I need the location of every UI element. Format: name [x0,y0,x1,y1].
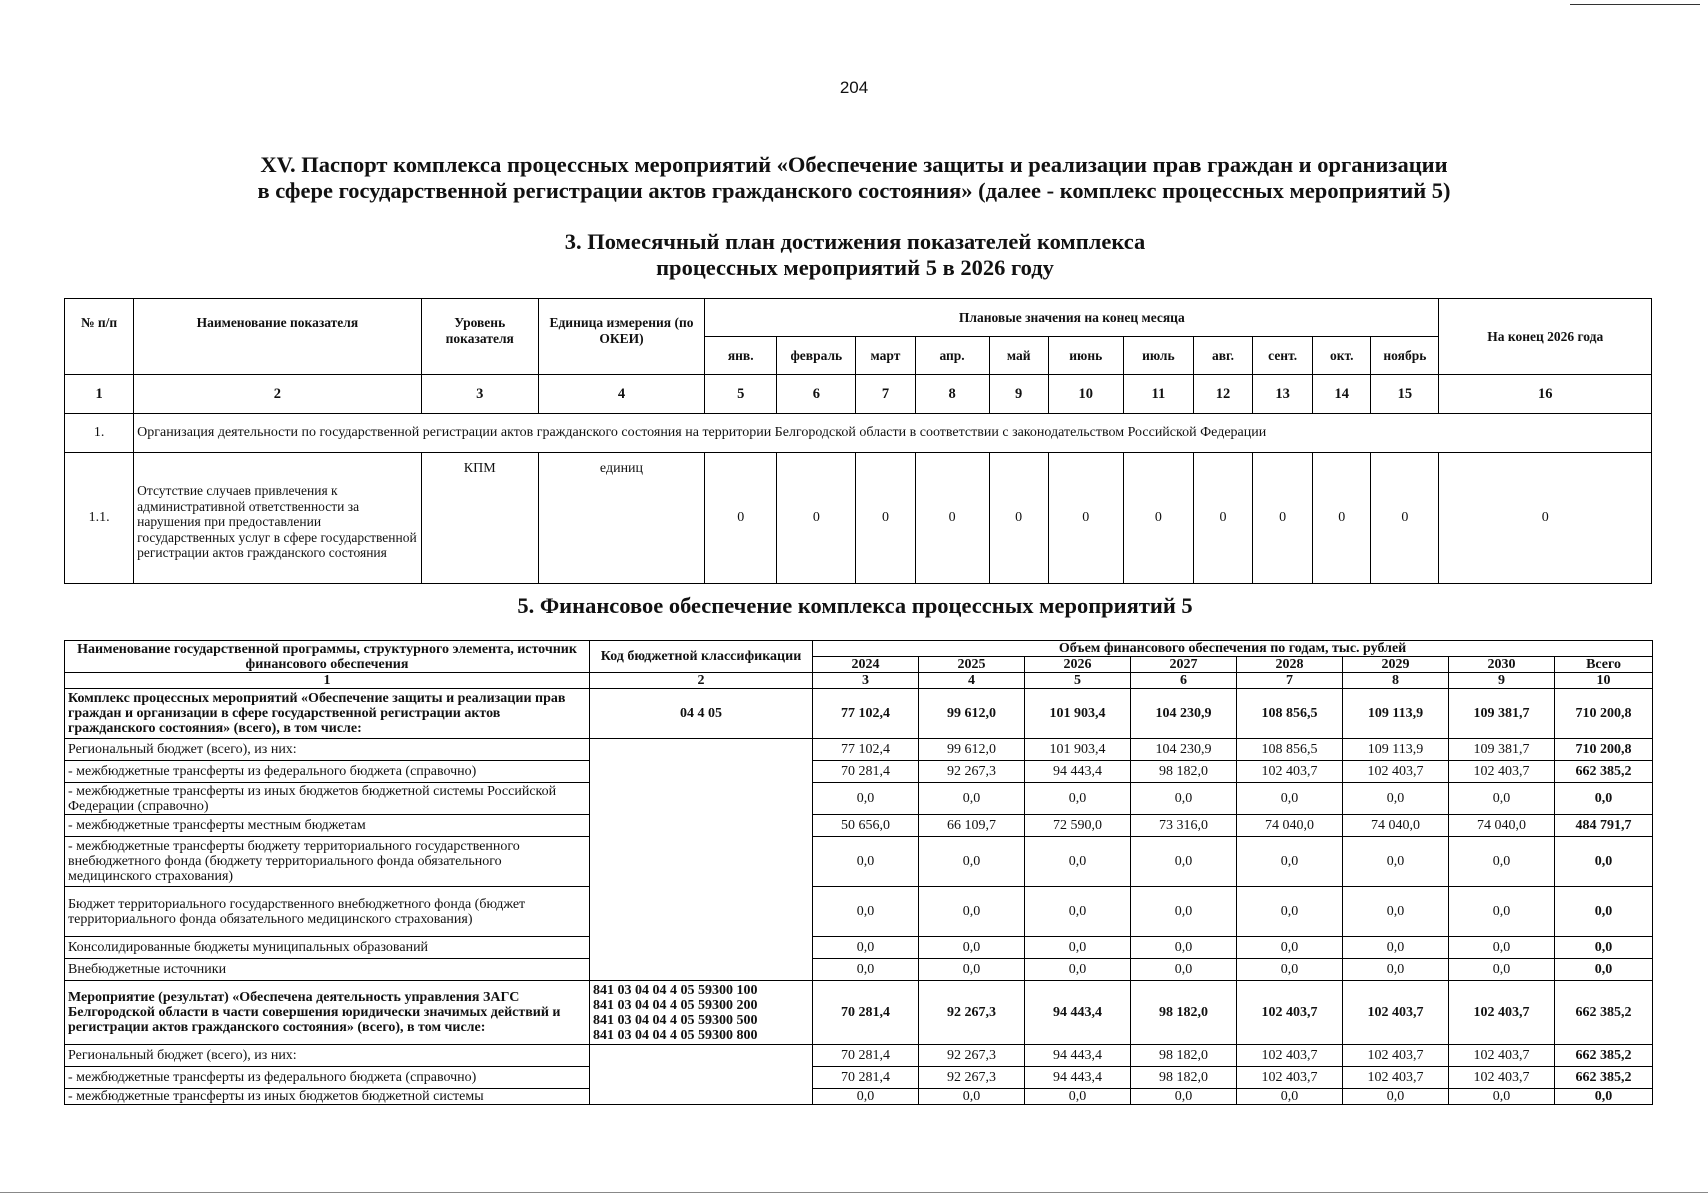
financing-row [65,837,1653,887]
budget-code-empty [590,1045,813,1105]
scan-edge-line [1570,4,1700,5]
financing-value: 77 102,4 [813,739,919,761]
header-month: авг. [1193,337,1252,375]
financing-value: 101 903,4 [1025,739,1131,761]
financing-value: 0,0 [919,959,1025,981]
budget-code: 04 4 05 [590,689,813,739]
column-number-row [65,375,1652,414]
indicator-number: 1.1. [65,453,134,584]
financing-value: 94 443,4 [1025,1067,1131,1089]
financing-value: 0,0 [919,887,1025,937]
section-3-heading [400,229,1310,281]
financing-value: 102 403,7 [1343,981,1449,1045]
financing-row-name: Комплекс процессных мероприятий «Обеспечение защиты и реализации прав граждан и организации в сфере государственной регистрации актов гражданского состояния» (всего), в том числе: [65,689,590,739]
fin-column-number: 1 [65,673,590,689]
header-month: ноябрь [1371,337,1439,375]
financing-row-name: - межбюджетные трансферты из иных бюджетов бюджетной системы [65,1089,590,1105]
column-number: 7 [856,375,915,414]
financing-total: 0,0 [1555,1089,1653,1105]
financing-value: 0,0 [1131,837,1237,887]
header-level: Уровень показателя [421,299,538,375]
financing-value: 108 856,5 [1237,739,1343,761]
financing-value: 0,0 [813,937,919,959]
section-row-text: Организация деятельности по государственной регистрации актов гражданского состояния на территории Белгородской области в соответствии с законодательством Российской Федерации [134,414,1652,453]
financing-value: 0,0 [1449,887,1555,937]
financing-value: 0,0 [1449,959,1555,981]
financing-value: 102 403,7 [1449,1067,1555,1089]
financing-row [65,783,1653,815]
section-row-number: 1. [65,414,134,453]
column-number: 15 [1371,375,1439,414]
year-end-value: 0 [1439,453,1652,584]
financing-value: 0,0 [1131,783,1237,815]
column-number: 16 [1439,375,1652,414]
financing-value: 109 381,7 [1449,739,1555,761]
financing-total: 0,0 [1555,837,1653,887]
financing-value: 102 403,7 [1343,1067,1449,1089]
column-number: 12 [1193,375,1252,414]
financing-value: 0,0 [813,887,919,937]
financing-value: 109 381,7 [1449,689,1555,739]
financing-total: 662 385,2 [1555,1045,1653,1067]
column-number: 2 [134,375,422,414]
financing-value: 0,0 [813,1089,919,1105]
header-month: февраль [777,337,856,375]
column-number: 9 [989,375,1048,414]
header-month: май [989,337,1048,375]
financing-total: 0,0 [1555,783,1653,815]
financing-value: 94 443,4 [1025,1045,1131,1067]
financing-value: 0,0 [813,837,919,887]
fin-header-volume: Объем финансового обеспечения по годам, тыс. рублей [813,641,1653,657]
financing-value: 0,0 [1131,959,1237,981]
financing-value: 0,0 [1343,783,1449,815]
indicator-level: КПМ [421,453,538,584]
financing-total: 662 385,2 [1555,761,1653,783]
financing-value: 0,0 [1449,837,1555,887]
document-title [80,152,1628,204]
financing-row [65,739,1653,761]
section-3-heading-line-1: 3. Помесячный план достижения показателей комплекса [564,229,1146,254]
financing-value: 102 403,7 [1237,1045,1343,1067]
financing-value: 0,0 [1343,1089,1449,1105]
financing-value: 98 182,0 [1131,1067,1237,1089]
financing-value: 0,0 [1449,1089,1555,1105]
financing-value: 101 903,4 [1025,689,1131,739]
fin-header-year: 2024 [813,657,919,673]
fin-header-code: Код бюджетной классификации [590,641,813,673]
financing-row [65,815,1653,837]
fin-column-number: 6 [1131,673,1237,689]
financing-value: 0,0 [813,959,919,981]
financing-value: 0,0 [1449,937,1555,959]
financing-value: 104 230,9 [1131,739,1237,761]
fin-column-number: 5 [1025,673,1131,689]
financing-value: 94 443,4 [1025,981,1131,1045]
fin-column-number: 8 [1343,673,1449,689]
fin-header-year: 2027 [1131,657,1237,673]
financing-value: 0,0 [1025,1089,1131,1105]
financing-row-name: Региональный бюджет (всего), из них: [65,1045,590,1067]
section-3-heading-line-2: процессных мероприятий 5 в 2026 году [656,255,1054,280]
financing-value: 0,0 [1237,937,1343,959]
financing-value: 94 443,4 [1025,761,1131,783]
fin-header-year: 2025 [919,657,1025,673]
page-number: 204 [839,78,869,97]
financing-value: 98 182,0 [1131,1045,1237,1067]
budget-code-line: 841 03 04 04 4 05 59300 800 [593,1027,758,1043]
financing-row [65,981,1653,1045]
fin-header-year: 2028 [1237,657,1343,673]
column-number: 10 [1048,375,1123,414]
financing-value: 108 856,5 [1237,689,1343,739]
column-number: 1 [65,375,134,414]
financing-value: 92 267,3 [919,761,1025,783]
financing-value: 92 267,3 [919,981,1025,1045]
column-number: 4 [538,375,704,414]
financing-value: 0,0 [1131,1089,1237,1105]
title-line-1: XV. Паспорт комплекса процессных мероприятий «Обеспечение защиты и реализации прав граждан и организации [260,152,1448,177]
financing-value: 74 040,0 [1343,815,1449,837]
header-month: март [856,337,915,375]
fin-column-number: 4 [919,673,1025,689]
section-row [65,414,1652,453]
financing-row-name: Бюджет территориального государственного внебюджетного фонда (бюджет территориального фонда обязательного медицинского страхования) [65,887,590,937]
fin-header-year: 2026 [1025,657,1131,673]
financing-value: 0,0 [813,783,919,815]
monthly-value: 0 [1193,453,1252,584]
financing-value: 66 109,7 [919,815,1025,837]
financing-value: 0,0 [1025,783,1131,815]
financing-row-name: - межбюджетные трансферты местным бюджетам [65,815,590,837]
financing-value: 77 102,4 [813,689,919,739]
financing-value: 99 612,0 [919,689,1025,739]
financing-total: 710 200,8 [1555,739,1653,761]
header-year-end: На конец 2026 года [1439,299,1652,375]
financing-value: 0,0 [1237,959,1343,981]
financing-row-name: - межбюджетные трансферты из иных бюджетов бюджетной системы Российской Федерации (справочно) [65,783,590,815]
column-number: 13 [1253,375,1313,414]
budget-code-line: 841 03 04 04 4 05 59300 100 [593,982,758,998]
financing-value: 72 590,0 [1025,815,1131,837]
monthly-value: 0 [1313,453,1371,584]
financing-value: 0,0 [1343,937,1449,959]
financing-value: 109 113,9 [1343,689,1449,739]
budget-code-empty [590,739,813,981]
header-month: окт. [1313,337,1371,375]
financing-value: 0,0 [919,937,1025,959]
header-num: № п/п [65,299,134,375]
monthly-value: 0 [1371,453,1439,584]
budget-code-line: 841 03 04 04 4 05 59300 200 [593,997,758,1013]
column-number: 14 [1313,375,1371,414]
financing-value: 0,0 [1343,959,1449,981]
monthly-value: 0 [989,453,1048,584]
column-number: 8 [915,375,989,414]
financing-value: 0,0 [1025,959,1131,981]
header-month: сент. [1253,337,1313,375]
financing-value: 0,0 [1237,837,1343,887]
header-month: янв. [705,337,777,375]
financing-row-name: Мероприятие (результат) «Обеспечена деятельность управления ЗАГС Белгородской области в части совершения юридически значимых действий и регистрации актов гражданского состояния» (всего), в том числе: [65,981,590,1045]
financing-value: 102 403,7 [1449,761,1555,783]
fin-column-number: 3 [813,673,919,689]
financing-value: 0,0 [1343,887,1449,937]
financing-row [65,937,1653,959]
financing-value: 70 281,4 [813,1045,919,1067]
budget-code-line: 841 03 04 04 4 05 59300 500 [593,1012,758,1028]
fin-header-year: 2029 [1343,657,1449,673]
financing-value: 0,0 [1131,887,1237,937]
financing-value: 0,0 [1025,937,1131,959]
financing-value: 70 281,4 [813,981,919,1045]
column-number: 6 [777,375,856,414]
financing-value: 0,0 [1025,837,1131,887]
financing-value: 74 040,0 [1237,815,1343,837]
fin-column-number: 2 [590,673,813,689]
financing-value: 0,0 [919,837,1025,887]
financing-row-name: Региональный бюджет (всего), из них: [65,739,590,761]
financing-value: 102 403,7 [1237,981,1343,1045]
financing-total: 0,0 [1555,887,1653,937]
financing-value: 102 403,7 [1449,981,1555,1045]
financing-row-name: - межбюджетные трансферты из федерального бюджета (справочно) [65,761,590,783]
financing-value: 102 403,7 [1449,1045,1555,1067]
financing-row [65,1067,1653,1089]
budget-code [590,981,813,1045]
financing-value: 98 182,0 [1131,761,1237,783]
column-number: 11 [1123,375,1193,414]
title-line-2: в сфере государственной регистрации актов гражданского состояния» (далее - комплекс процессных мероприятий 5) [257,178,1451,203]
header-planned-values: Плановые значения на конец месяца [705,299,1439,337]
monthly-value: 0 [1048,453,1123,584]
financing-value: 0,0 [1025,887,1131,937]
fin-header-year: 2030 [1449,657,1555,673]
fin-header-name: Наименование государственной программы, структурного элемента, источник финансового обеспечения [65,641,590,673]
fin-column-number: 7 [1237,673,1343,689]
financing-total: 0,0 [1555,959,1653,981]
fin-column-number: 9 [1449,673,1555,689]
financing-row-name: Консолидированные бюджеты муниципальных образований [65,937,590,959]
monthly-value: 0 [1253,453,1313,584]
fin-column-number: 10 [1555,673,1653,689]
financing-row [65,689,1653,739]
financing-row-name: - межбюджетные трансферты из федерального бюджета (справочно) [65,1067,590,1089]
financing-value: 104 230,9 [1131,689,1237,739]
column-number: 3 [421,375,538,414]
financing-row-name: - межбюджетные трансферты бюджету территориального государственного внебюджетного фонда (бюджету территориального фонда обязательного медицинского страхования) [65,837,590,887]
financing-value: 0,0 [919,783,1025,815]
indicator-row [65,453,1652,584]
financing-block-1 [65,981,1653,1105]
monthly-plan-table [64,298,1652,584]
financing-value: 0,0 [1237,1089,1343,1105]
financing-value: 98 182,0 [1131,981,1237,1045]
financing-value: 102 403,7 [1237,761,1343,783]
monthly-value: 0 [856,453,915,584]
financing-value: 0,0 [919,1089,1025,1105]
financing-value: 0,0 [1343,837,1449,887]
financing-value: 73 316,0 [1131,815,1237,837]
financing-total: 710 200,8 [1555,689,1653,739]
financing-value: 92 267,3 [919,1067,1025,1089]
financing-value: 102 403,7 [1343,761,1449,783]
financing-value: 74 040,0 [1449,815,1555,837]
header-month: июнь [1048,337,1123,375]
financing-row [65,1089,1653,1105]
financing-value: 0,0 [1237,887,1343,937]
section-5-heading: 5. Финансовое обеспечение комплекса процессных мероприятий 5 [517,593,1193,618]
monthly-value: 0 [1123,453,1193,584]
financing-table [64,640,1653,1105]
financing-value: 99 612,0 [919,739,1025,761]
financing-total: 662 385,2 [1555,981,1653,1045]
header-month: июль [1123,337,1193,375]
header-unit: Единица измерения (по ОКЕИ) [538,299,704,375]
indicator-name: Отсутствие случаев привлечения к административной ответственности за нарушения при предоставлении государственных услуг в сфере государственной регистрации актов гражданского состояния [134,453,422,584]
monthly-value: 0 [777,453,856,584]
financing-row [65,1045,1653,1067]
monthly-value: 0 [705,453,777,584]
financing-row [65,887,1653,937]
financing-value: 70 281,4 [813,761,919,783]
financing-value: 50 656,0 [813,815,919,837]
monthly-value: 0 [915,453,989,584]
financing-value: 102 403,7 [1237,1067,1343,1089]
financing-total: 484 791,7 [1555,815,1653,837]
financing-value: 92 267,3 [919,1045,1025,1067]
financing-total: 662 385,2 [1555,1067,1653,1089]
indicator-unit: единиц [538,453,704,584]
financing-value: 0,0 [1131,937,1237,959]
financing-value: 102 403,7 [1343,1045,1449,1067]
financing-row [65,761,1653,783]
financing-row [65,959,1653,981]
header-month: апр. [915,337,989,375]
header-indicator-name: Наименование показателя [134,299,422,375]
financing-value: 109 113,9 [1343,739,1449,761]
scan-bottom-line [0,1192,1708,1193]
financing-value: 0,0 [1449,783,1555,815]
fin-header-total: Всего [1555,657,1653,673]
column-number: 5 [705,375,777,414]
financing-total: 0,0 [1555,937,1653,959]
financing-value: 0,0 [1237,783,1343,815]
financing-value: 70 281,4 [813,1067,919,1089]
financing-row-name: Внебюджетные источники [65,959,590,981]
